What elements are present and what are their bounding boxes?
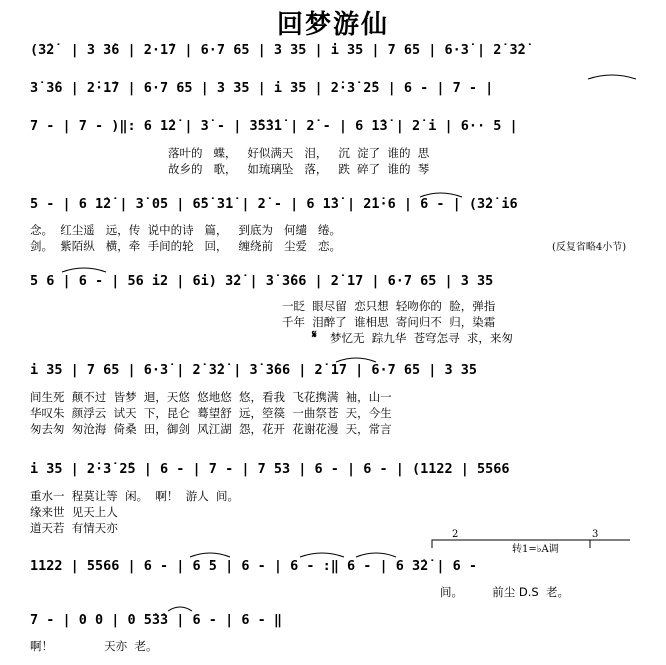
notation-row-4: 5 - | 6 1̇2̇ | 3̇ 05 | 6̇5̇ 3̇1̇ | 2̇ - | 6 1̇3̇ | 2̇1̇·6 | 6 - | (3̇2̇ i6	[30, 196, 518, 212]
volta-3-label: 3	[592, 529, 599, 540]
notation-row-1: (3̇2̇ | 3 3̇6 | 2·1̇7 | 6·7 65 | 3 35 | i 35 | 7 65 | 6·3̇ | 2̇ 3̇2̇	[30, 42, 526, 58]
slur-row8-c	[356, 553, 396, 557]
lyric-row-9-verse-1: 啊！ 天亦 老。	[30, 639, 158, 653]
lyric-row-4-verse-2: 剑。 紫陌纵 横，牵 手间的轮 回， 缠绕前 尘爱 恋。	[30, 239, 341, 253]
slur-row6-mid	[336, 358, 376, 362]
segno-icon: 𝄋	[312, 328, 317, 341]
lyric-row-6-verse-2: 华叹朱 颜浮云 试天 下，昆仑 蓦望舒 远，箜篌 一曲祭苍 天，今生	[30, 406, 392, 420]
notation-row-2: 3̇ 3̇6 | 2̇·1̇7 | 6·7 65 | 3 35 | i 35 | 2̇·3̇ 2̇5 | 6 - | 7 - |	[30, 80, 494, 96]
volta-bracket-3	[590, 540, 630, 548]
slur-row9-a	[168, 607, 192, 611]
slur-row8-a	[190, 553, 230, 557]
lyric-row-5-verse-3: 梦忆无 踪九华 苍穹怎寻 求，来匆	[330, 331, 513, 345]
lyric-row-4-verse-1: 念。 红尘遥 远，传 说中的诗 篇， 到底为 何缱 绻。	[30, 223, 341, 237]
lyric-row-5-verse-2: 千年 泪醉了 谁相思 寄问归不 归，染霜	[282, 315, 496, 329]
volta-2-label: 2	[452, 529, 459, 540]
lyric-row-7-verse-1: 重水一 程莫让等 闲。 啊！ 游人 间。	[30, 489, 240, 503]
lyric-row-6-verse-3: 匆去匆 匆沧海 倚桑 田，御剑 风江湖 怨，花开 花谢花漫 天，常言	[30, 422, 392, 436]
lyric-row-3-verse-2: 故乡的 歌， 如琉璃坠 落， 跌 碎了 谁的 琴	[168, 162, 430, 176]
lyric-row-7-verse-2: 缘来世 见天上人	[30, 505, 118, 519]
song-title: 回梦游仙	[276, 10, 389, 40]
volta-bracket-2	[432, 540, 590, 548]
notation-row-5: 5 6 | 6 - | 56 i2 | 6i) 3̇2̇ | 3̇ 3̇66 | 2̇ 17 | 6·7 65 | 3 35	[30, 273, 494, 289]
slur-row8-b	[300, 553, 344, 557]
lyric-row-6-verse-1: 间生死 颠不过 皆梦 迴，天悠 悠地悠 悠，看我 飞花携满 袖，山一	[30, 390, 392, 404]
repeat-note: (反复省略4小节)	[552, 242, 627, 253]
key-change-label: 转1=♭A调	[512, 544, 559, 555]
lyric-row-7-verse-3: 道天若 有情天亦	[30, 521, 118, 535]
slur-row5-start	[62, 268, 106, 272]
lyric-row-8-verse-1: 间。 前尘 D.S 老。	[440, 585, 570, 599]
slur-row2-end	[588, 75, 636, 79]
notation-row-3: 7 - | 7 - )‖: 6 1̇2̇ | 3̇ - | 3̇5̇3̇1̇ | 2̇ - | 6 1̇3̇ | 2̇ i | 6·· 5 |	[30, 118, 518, 134]
notation-row-8: 1122 | 5566 | 6 - | 6 5 | 6 - | 6 - :‖ 6 - | 6 3̇2̇ | 6 -	[30, 558, 478, 574]
notation-row-9: 7 - | 0 0 | 0 5̇3̇3 | 6 - | 6 - ‖	[30, 612, 282, 628]
slur-row4-mid	[420, 193, 462, 197]
notation-row-7: i 35 | 2̇·3̇ 2̇5 | 6 - | 7 - | 7 53 | 6 - | 6 - | (1122 | 5566	[30, 461, 510, 477]
lyric-row-3-verse-1: 落叶的 蝶， 好似满天 泪， 沉 淀了 谁的 思	[168, 146, 430, 160]
notation-row-6: i 35 | 7 65 | 6·3̇ | 2̇ 3̇2̇ | 3̇ 3̇66 | 2̇ 17 | 6·7 65 | 3 35	[30, 362, 478, 378]
lyric-row-5-verse-1: 一眨 眼尽留 恋只想 轻吻你的 脸，弹指	[282, 299, 496, 313]
